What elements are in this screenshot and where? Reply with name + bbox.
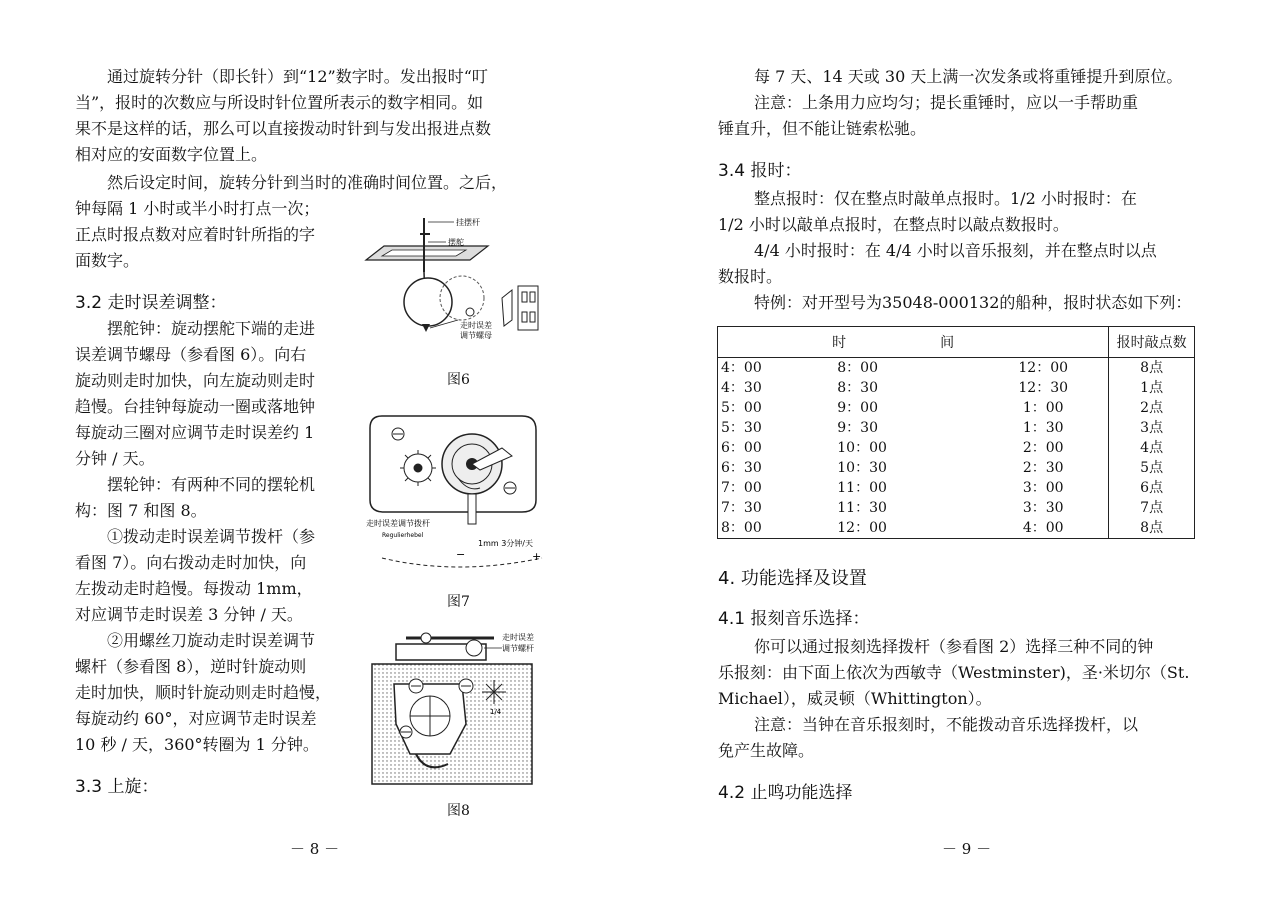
table-cell-time: 9：30: [837, 420, 878, 436]
table-body: [718, 358, 1195, 539]
text-line: 摆轮钟：有两种不同的摆轮机: [107, 475, 316, 494]
text-line: 螺杆（参看图 8），逆时针旋动则: [75, 657, 307, 676]
table-header-time: 时 间: [718, 327, 1109, 358]
text-line: 注意：当钟在音乐报刻时，不能拨动音乐选择拨杆，以: [754, 715, 1139, 734]
text-line: 锤直升，但不能让链索松驰。: [718, 119, 927, 138]
text-line: Michael），威灵顿（Whittington）。: [718, 689, 992, 708]
fig6-label-top: 挂摆杆: [456, 218, 480, 227]
text-line: 你可以通过报刻选择拨杆（参看图 2）选择三种不同的钟: [754, 637, 1154, 656]
text-line: ②用螺丝刀旋动走时误差调节: [107, 631, 316, 650]
table-cell-time: 2：30: [978, 458, 1109, 478]
fig8-label-screw-2: 调节螺杆: [502, 644, 534, 653]
table-cell-time: 8：00: [837, 360, 878, 376]
text-line: 钟每隔 1 小时或半小时打点一次；: [75, 199, 320, 218]
table-cell-time: 1：30: [978, 418, 1109, 438]
table-cell-time: 12：30: [978, 378, 1109, 398]
table-row: [718, 458, 1195, 478]
table-cell-strikes: 2点: [1109, 398, 1195, 418]
fig8-label-screw-1: 走时误差: [502, 633, 534, 642]
text-line: 10 秒 / 天，360°转圈为 1 分钟。: [75, 735, 319, 754]
table-cell-time: 8：00: [718, 518, 835, 539]
paragraph-balance-wheel: [75, 472, 355, 524]
table-cell-time: 8：30: [837, 380, 878, 396]
figure-7-caption: 图7: [447, 594, 470, 610]
text-line: 看图 7）。向右拨动走时加快，向: [75, 553, 307, 572]
table-cell-time: 6：30: [718, 458, 835, 478]
table-cell-strikes: 7点: [1109, 498, 1195, 518]
paragraph-winding-note: [718, 90, 1204, 142]
table-cell-time: 11：00: [837, 480, 887, 496]
text-line: 误差调节螺母（参看图 6）。向右: [75, 345, 307, 364]
text-line: 走时加快，顺时针旋动则走时趋慢，: [75, 683, 332, 702]
heading-3-3: 3.3 上旋：: [75, 777, 159, 797]
text-line: 面数字。: [75, 251, 140, 270]
paragraph-strike-check: [75, 64, 561, 168]
text-line: 整点报时：仅在整点时敲单点报时。1/2 小时报时：在: [754, 189, 1137, 208]
table-cell-time: 4：00: [718, 358, 835, 379]
pendulum-diagram: [362, 212, 562, 362]
text-line: 数报时。: [718, 267, 783, 286]
table-cell-time: 3：30: [978, 498, 1109, 518]
text-line: 正点时报点数对应着时针所指的字: [75, 225, 316, 244]
paragraph-screw-adjust: [75, 628, 355, 758]
fig6-label-bottom-1: 走时误差: [460, 321, 492, 330]
table-cell-time: 7：00: [718, 478, 835, 498]
table-cell-time: 2：00: [978, 438, 1109, 458]
table-cell-strikes: 1点: [1109, 378, 1195, 398]
heading-4-1: 4.1 报刻音乐选择：: [718, 609, 870, 629]
text-line: ①拨动走时误差调节拨杆（参: [107, 527, 316, 546]
table-cell-strikes: 6点: [1109, 478, 1195, 498]
paragraph-lever-adjust: [75, 524, 355, 628]
table-cell-time: 3：00: [978, 478, 1109, 498]
paragraph-winding: [718, 64, 1204, 90]
table-cell-time: 4：00: [978, 518, 1109, 539]
heading-3-4: 3.4 报时：: [718, 161, 802, 181]
text-line: 注意：上条用力应均匀；提长重锤时，应以一手帮助重: [754, 93, 1139, 112]
heading-4-2: 4.2 止鸣功能选择: [718, 783, 853, 803]
balance-wheel-lever-diagram: [362, 408, 552, 578]
table-row: [718, 378, 1195, 398]
table-cell-time: 10：30: [837, 460, 887, 476]
figure-8: [366, 624, 556, 792]
text-line: 趋慢。台挂钟每旋动一圈或落地钟: [75, 397, 316, 416]
table-cell-time: 9：00: [837, 400, 878, 416]
text-line: 特例：对开型号为35048-000132的船种，报时状态如下列：: [754, 293, 1192, 312]
table-cell-strikes: 3点: [1109, 418, 1195, 438]
table-cell-time: 10：00: [837, 440, 887, 456]
text-line: 摆舵钟：旋动摆舵下端的走进: [107, 319, 316, 338]
balance-wheel-screw-diagram: [366, 624, 556, 792]
text-line: 当”，报时的次数应与所设时针位置所表示的数字相同。如: [75, 93, 484, 112]
table-cell-time: 5：00: [718, 398, 835, 418]
text-line: 左拨动走时趋慢。每拨动 1mm，: [75, 579, 313, 598]
text-line: 然后设定时间，旋转分针到当时的准确时间位置。之后，: [107, 173, 508, 192]
table-cell-time: 4：30: [718, 378, 835, 398]
text-line: 免产生故障。: [718, 741, 815, 760]
heading-3-2: 3.2 走时误差调整：: [75, 293, 227, 313]
page-number-left: － 8 －: [290, 840, 340, 858]
text-line: 通过旋转分针（即长针）到“12”数字时。发出报时“叮: [107, 67, 488, 86]
text-line: 果不是这样的话，那么可以直接拨动时针到与发出报进点数: [75, 119, 492, 138]
text-line: 每旋动约 60°，对应调节走时误差: [75, 709, 317, 728]
text-line: 分钟 / 天。: [75, 449, 155, 468]
table-cell-strikes: 8点: [1109, 518, 1195, 539]
figure-8-caption: 图8: [447, 803, 470, 819]
table-cell-time: 5：30: [718, 418, 835, 438]
page-number-right: － 9 －: [942, 840, 992, 858]
figure-6: [362, 212, 562, 362]
strike-schedule-table: [717, 326, 1195, 539]
table-header-strikes: 报时敲点数: [1109, 327, 1195, 358]
table-row: [718, 438, 1195, 458]
text-line: 4/4 小时报时：在 4/4 小时以音乐报刻，并在整点时以点: [754, 241, 1157, 260]
heading-4: 4. 功能选择及设置: [718, 568, 867, 589]
paragraph-music-note: [718, 712, 1204, 764]
fig6-label-bottom-2: 调节螺母: [460, 331, 492, 340]
text-line: 构：图 7 和图 8。: [75, 501, 207, 520]
table-cell-time: 11：30: [837, 500, 887, 516]
fig7-label-minus: −: [456, 548, 466, 561]
table-cell-time: 6：00: [718, 438, 835, 458]
text-line: 每旋动三圈对应调节走时误差约 1: [75, 423, 315, 442]
fig7-label-rate: 1mm 3分钟/天: [478, 539, 534, 548]
fig7-label-regulator: Regulierhebel: [382, 532, 424, 539]
table-row: [718, 358, 1195, 379]
table-cell-time: 1：00: [978, 398, 1109, 418]
text-line: 相对应的安面数字位置上。: [75, 145, 268, 164]
paragraph-pendulum: [75, 316, 355, 472]
fig6-label-mid: 摆舵: [448, 238, 464, 247]
figure-7: [362, 408, 552, 578]
text-line: 乐报刻：由下面上依次为西敏寺（Westminster)，圣·米切尔（St.: [718, 663, 1190, 682]
table-cell-strikes: 5点: [1109, 458, 1195, 478]
right-page: [640, 0, 1280, 900]
fig7-label-lever: 走时误差调节拨杆: [366, 519, 430, 528]
text-line: 对应调节走时误差 3 分钟 / 天。: [75, 605, 303, 624]
table-cell-time: 12：00: [837, 520, 887, 536]
figure-6-caption: 图6: [447, 372, 470, 388]
table-cell-strikes: 4点: [1109, 438, 1195, 458]
paragraph-quarter-strike: [718, 238, 1204, 290]
paragraph-music-select: [718, 634, 1204, 712]
table-row: [718, 478, 1195, 498]
text-line: 1/2 小时以敲单点报时，在整点时以敲点数报时。: [718, 215, 1069, 234]
table-cell-time: 12：00: [978, 358, 1109, 379]
text-line: 每 7 天、14 天或 30 天上满一次发条或将重锤提升到原位。: [754, 67, 1183, 86]
text-line: 旋动则走时加快，向左旋动则走时: [75, 371, 316, 390]
paragraph-hourly-strike: [718, 186, 1204, 238]
table-cell-strikes: 8点: [1109, 358, 1195, 379]
table-row: [718, 518, 1195, 539]
table-row: [718, 498, 1195, 518]
fig8-label-ratio: 1/4: [490, 708, 502, 716]
table-row: [718, 398, 1195, 418]
fig7-label-plus: +: [532, 550, 542, 563]
paragraph-special-case: [718, 290, 1204, 316]
table-header-row: [718, 327, 1195, 358]
table-row: [718, 418, 1195, 438]
table-cell-time: 7：30: [718, 498, 835, 518]
